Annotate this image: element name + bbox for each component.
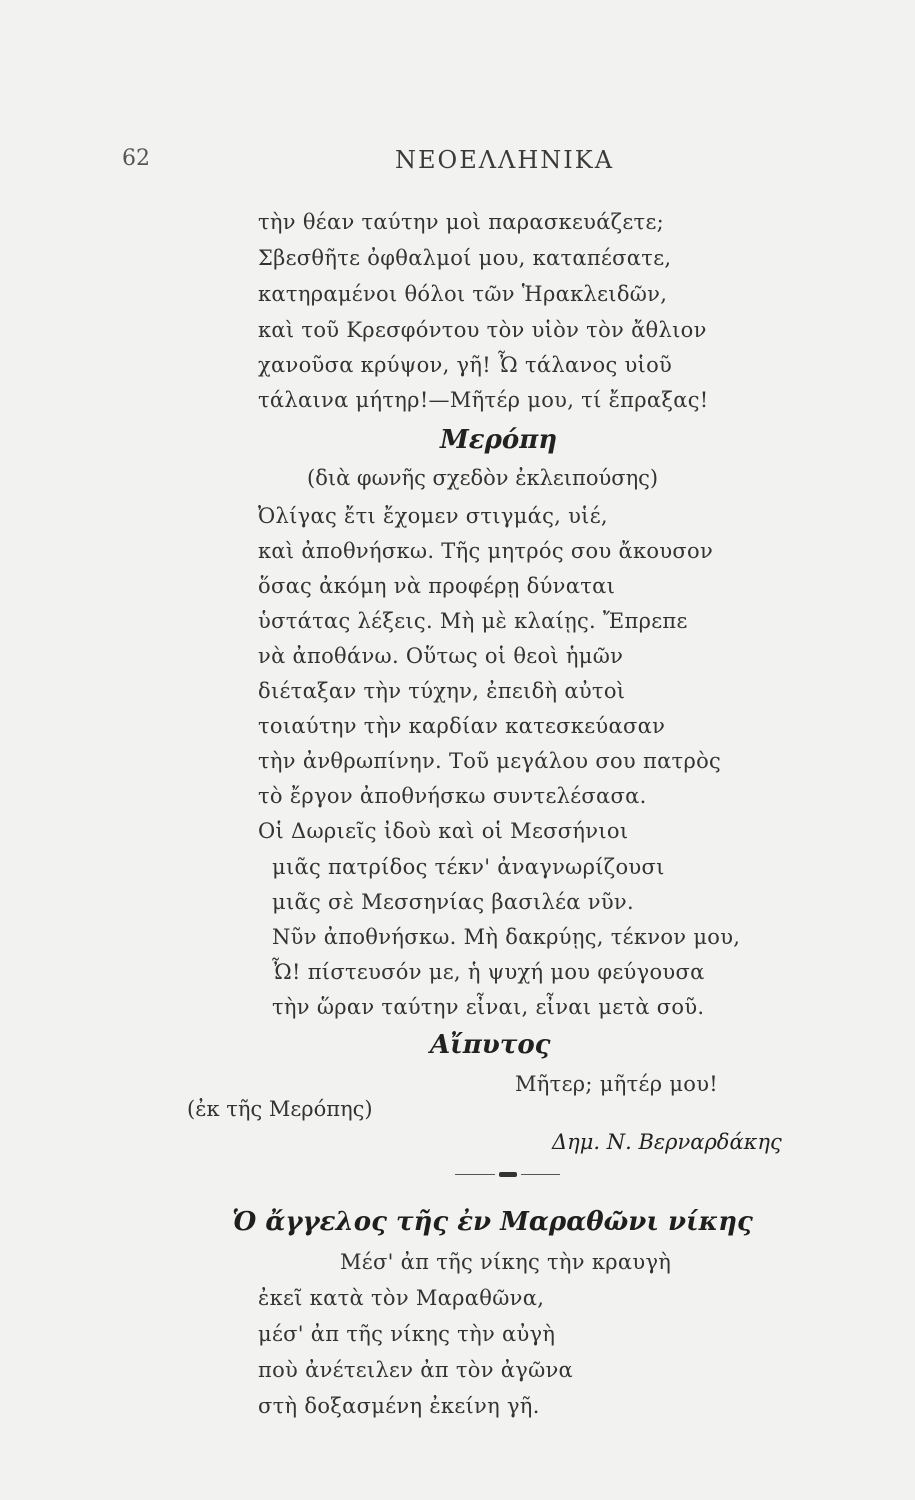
author-signature: Δημ. Ν. Βερναρδάκης: [552, 1130, 782, 1154]
text-line: Μῆτερ; μῆτέρ μου!: [515, 1072, 719, 1096]
speaker-name: Αἴπυτος: [430, 1030, 551, 1060]
text-line: τὴν θέαν ταύτην μοὶ παρασκευάζετε;: [258, 210, 665, 234]
text-line: ὑστάτας λέξεις. Μὴ μὲ κλαίῃς. Ἔπρεπε: [258, 609, 688, 633]
text-line: διέταξαν τὴν τύχην, ἐπειδὴ αὐτοὶ: [258, 679, 626, 703]
text-line: καὶ τοῦ Κρεσφόντου τὸν υἱὸν τὸν ἄθλιον: [258, 318, 707, 342]
text-line: χανοῦσα κρύψον, γῆ! Ὦ τάλανος υἱοῦ: [258, 353, 673, 377]
poem-line: ἐκεῖ κατὰ τὸν Μαραθῶνα,: [258, 1286, 545, 1310]
running-title: ΝΕΟΕΛΛΗΝΙΚΑ: [395, 146, 615, 174]
text-line: νὰ ἀποθάνω. Οὕτως οἱ θεοὶ ἡμῶν: [258, 644, 624, 668]
text-line: Ὦ! πίστευσόν με, ἡ ψυχή μου φεύγουσα: [272, 960, 705, 984]
text-line: τοιαύτην τὴν καρδίαν κατεσκεύασαν: [258, 714, 666, 738]
text-line: ὅσας ἀκόμη νὰ προφέρῃ δύναται: [258, 574, 616, 598]
source-citation: (ἐκ τῆς Μερόπης): [187, 1097, 373, 1121]
speaker-name: Μερόπη: [440, 425, 558, 455]
poem-line: στὴ δοξασμένη ἐκείνη γῆ.: [258, 1394, 540, 1418]
poem-title: Ὁ ἄγγελος τῆς ἐν Μαραθῶνι νίκης: [232, 1207, 753, 1237]
text-line: τὸ ἔργον ἀποθνήσκω συντελέσασα.: [258, 784, 647, 808]
text-line: καὶ ἀποθνήσκω. Τῆς μητρός σου ἄκουσον: [258, 539, 714, 563]
text-line: μιᾶς σὲ Μεσσηνίας βασιλέα νῦν.: [272, 890, 634, 914]
poem-line: Μέσ' ἀπ τῆς νίκης τὴν κραυγὴ: [340, 1250, 672, 1274]
text-line: τάλαινα μήτηρ!—Μῆτέρ μου, τί ἔπραξας!: [258, 388, 709, 412]
text-line: τὴν ὥραν ταύτην εἶναι, εἶναι μετὰ σοῦ.: [272, 995, 705, 1019]
poem-line: μέσ' ἀπ τῆς νίκης τὴν αὐγὴ: [258, 1322, 556, 1346]
text-line: τὴν ἀνθρωπίνην. Τοῦ μεγάλου σου πατρὸς: [258, 749, 722, 773]
poem-line: ποὺ ἀνέτειλεν ἀπ τὸν ἀγῶνα: [258, 1358, 574, 1382]
text-line: κατηραμένοι θόλοι τῶν Ἡρακλειδῶν,: [258, 282, 668, 306]
text-line: Οἱ Δωριεῖς ἰδοὺ καὶ οἱ Μεσσήνιοι: [258, 819, 629, 843]
page-number: 62: [122, 146, 150, 171]
text-line: Σβεσθῆτε ὀφθαλμοί μου, καταπέσατε,: [258, 246, 672, 270]
text-line: Νῦν ἀποθνήσκω. Μὴ δακρύῃς, τέκνον μου,: [272, 925, 741, 949]
text-line: Ὀλίγας ἔτι ἔχομεν στιγμάς, υἱέ,: [258, 504, 608, 528]
text-line: μιᾶς πατρίδος τέκν' ἀναγνωρίζουσι: [272, 855, 665, 879]
section-divider: [455, 1170, 560, 1178]
stage-direction: (διὰ φωνῆς σχεδὸν ἐκλειπούσης): [307, 466, 659, 490]
